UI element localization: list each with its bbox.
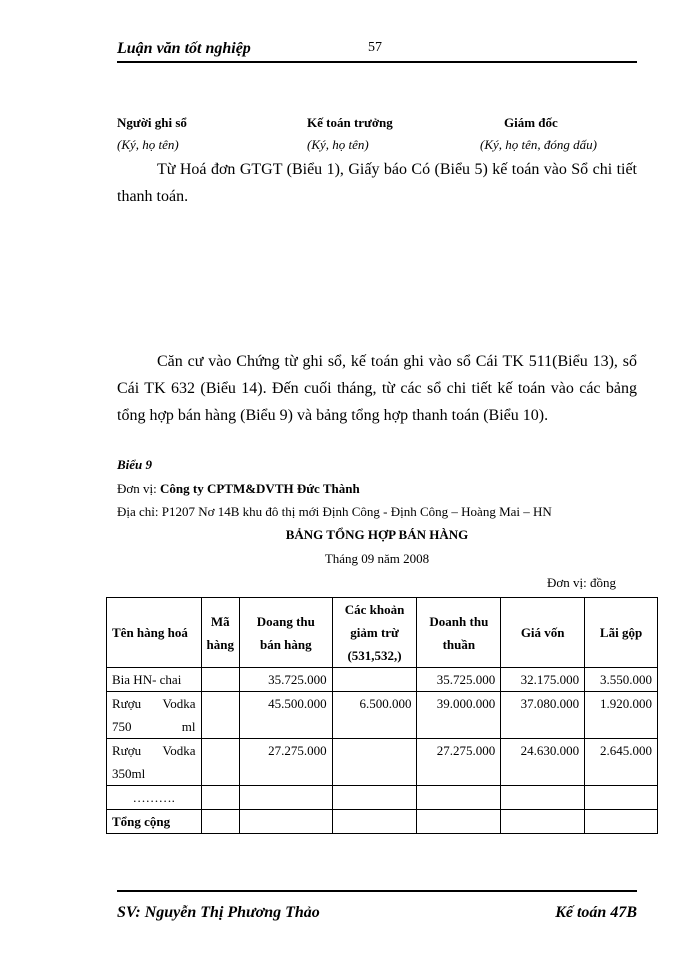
table-row xyxy=(107,739,658,786)
cell-gross-revenue: 27.275.000 xyxy=(239,739,332,786)
signature-note-recorder: (Ký, họ tên) xyxy=(117,137,179,152)
table-row xyxy=(107,668,658,692)
cell-item-code xyxy=(201,668,239,692)
cell-gross-profit: 1.920.000 xyxy=(585,692,658,739)
column-header-item-name: Tên hàng hoá xyxy=(107,598,202,668)
cell-item-name: ………. xyxy=(107,786,202,810)
table-row xyxy=(107,786,658,810)
cell-item-name: Rượu Vodka 750 ml xyxy=(107,692,202,739)
cell-cost: 24.630.000 xyxy=(501,739,585,786)
cell-item-code xyxy=(201,786,239,810)
cell-total-label: Tổng cộng xyxy=(107,810,202,834)
address-value: P1207 Nơ 14B khu đô thị mới Định Công - Định Công – Hoàng Mai – HN xyxy=(161,504,552,519)
paragraph-general-ledger: Căn cư vào Chứng từ ghi sổ, kế toán ghi vào sổ Cái TK 511(Biểu 13), sổ Cái TK 632 (Biểu 14). Đến cuối tháng, từ các sổ chi tiết kế toán vào các bảng tổng hợp bán hàng (Biểu 9) và bảng tổng hợp thanh toán (Biểu 10). xyxy=(117,353,637,424)
address-line xyxy=(117,504,552,520)
cell-total-empty xyxy=(201,810,239,834)
cell-total-empty xyxy=(332,810,417,834)
report-label: Biểu 9 xyxy=(117,457,153,472)
cell-gross-revenue xyxy=(239,786,332,810)
cell-gross-profit: 3.550.000 xyxy=(585,668,658,692)
thesis-header-title: Luận văn tốt nghiệp xyxy=(117,40,251,57)
report-title: BẢNG TỔNG HỢP BÁN HÀNG xyxy=(285,527,469,542)
company-line xyxy=(117,481,360,497)
header-rule xyxy=(117,61,637,63)
column-header-gross-revenue: Doang thu bán hàng xyxy=(239,598,332,668)
cell-deductions xyxy=(332,668,417,692)
signature-note-director: (Ký, họ tên, đóng dấu) xyxy=(480,137,597,152)
cell-cost: 37.080.000 xyxy=(501,692,585,739)
cell-cost xyxy=(501,786,585,810)
cell-gross-profit: 2.645.000 xyxy=(585,739,658,786)
column-header-deductions: Các khoản giảm trừ (531,532,) xyxy=(332,598,417,668)
cell-item-name: Rượu Vodka 350ml xyxy=(107,739,202,786)
column-header-gross-profit: Lãi gộp xyxy=(585,598,658,668)
address-label: Địa chỉ: xyxy=(117,504,159,519)
cell-cost: 32.175.000 xyxy=(501,668,585,692)
table-row xyxy=(107,692,658,739)
cell-gross-revenue: 35.725.000 xyxy=(239,668,332,692)
signature-role-director: Giám đốc xyxy=(504,115,558,130)
column-header-net-revenue: Doanh thu thuần xyxy=(417,598,501,668)
company-label: Đơn vị: xyxy=(117,481,157,496)
cell-total-empty xyxy=(585,810,658,834)
signature-note-chief-accountant: (Ký, họ tên) xyxy=(307,137,369,152)
paragraph-payment-ledger: Từ Hoá đơn GTGT (Biểu 1), Giấy báo Có (Biểu 5) kế toán vào Sổ chi tiết thanh toán. xyxy=(117,161,637,205)
footer-author: SV: Nguyễn Thị Phương Thảo xyxy=(117,904,320,921)
cell-deductions xyxy=(332,739,417,786)
column-header-cost: Giá vốn xyxy=(501,598,585,668)
cell-deductions xyxy=(332,786,417,810)
cell-net-revenue xyxy=(417,786,501,810)
signature-role-chief-accountant: Kế toán trưởng xyxy=(307,115,393,130)
cell-net-revenue: 39.000.000 xyxy=(417,692,501,739)
table-header-row xyxy=(107,598,658,668)
cell-gross-revenue: 45.500.000 xyxy=(239,692,332,739)
footer-class: Kế toán 47B xyxy=(555,904,637,921)
cell-item-name: Bia HN- chai xyxy=(107,668,202,692)
currency-unit: Đơn vị: đồng xyxy=(547,575,616,590)
column-header-item-code: Mã hàng xyxy=(201,598,239,668)
signature-role-recorder: Người ghi sổ xyxy=(117,115,187,130)
cell-gross-profit xyxy=(585,786,658,810)
page-number: 57 xyxy=(368,40,382,55)
sales-summary-table xyxy=(106,597,658,834)
cell-item-code xyxy=(201,692,239,739)
company-name: Công ty CPTM&DVTH Đức Thành xyxy=(160,481,360,496)
cell-net-revenue: 35.725.000 xyxy=(417,668,501,692)
cell-total-empty xyxy=(239,810,332,834)
cell-item-code xyxy=(201,739,239,786)
report-month: Tháng 09 năm 2008 xyxy=(324,551,430,566)
cell-deductions: 6.500.000 xyxy=(332,692,417,739)
cell-total-empty xyxy=(417,810,501,834)
cell-total-empty xyxy=(501,810,585,834)
cell-net-revenue: 27.275.000 xyxy=(417,739,501,786)
total-row xyxy=(107,810,658,834)
footer-rule xyxy=(117,890,637,892)
